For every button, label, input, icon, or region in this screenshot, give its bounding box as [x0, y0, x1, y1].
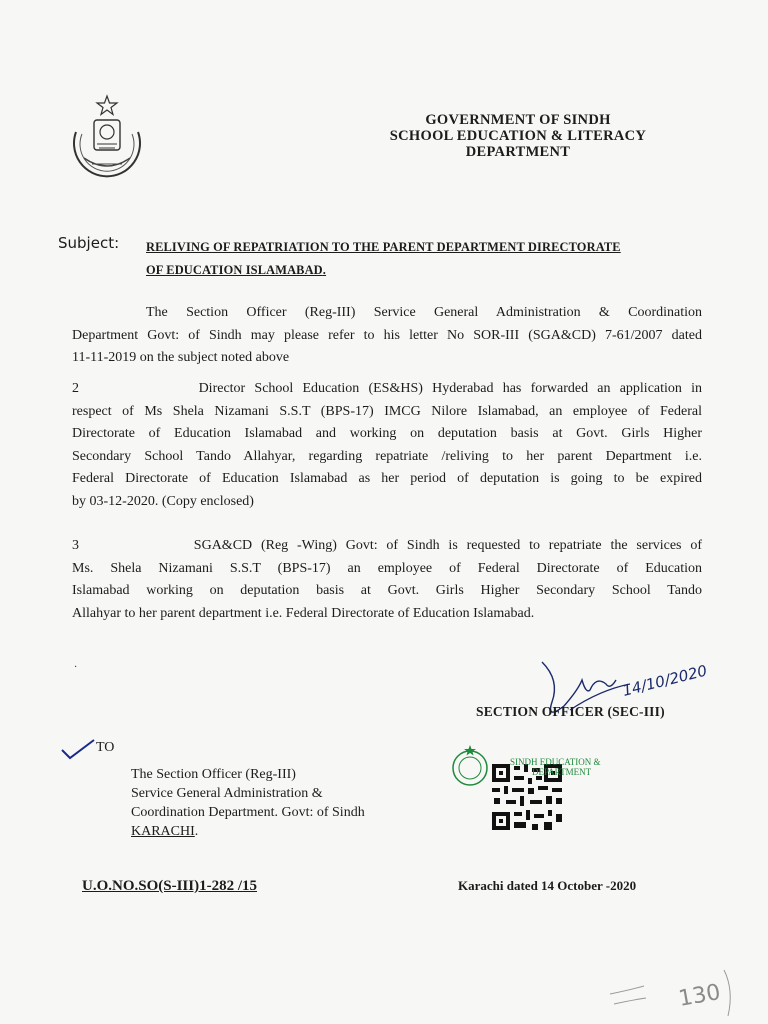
sindh-government-emblem-icon	[64, 92, 150, 182]
p1-line: 11-11-2019 on the subject noted above	[72, 350, 290, 366]
signature-date: 14/10/2020	[620, 661, 709, 700]
paragraph-1	[72, 302, 702, 370]
dated-line: Karachi dated 14 October -2020	[458, 878, 637, 893]
p1-line: Department Govt: of Sindh may please refer to his letter No SOR-III (SGA&CD) 7-61/2007 dated	[72, 327, 702, 343]
heading-line-1: GOVERNMENT OF SINDH	[425, 112, 611, 128]
p2-line: Directorate of Education Islamabad and working on deputation basis at Govt. Girls Higher	[72, 426, 702, 442]
address-city: KARACHI	[131, 824, 195, 839]
subject-line-2	[146, 259, 706, 282]
p3-line: Ms. Shela Nizamani S.S.T (BPS-17) an employee of Federal Directorate of Education	[72, 560, 702, 576]
stamp-text	[508, 757, 601, 777]
p3-line: Islamabad working on deputation basis at Govt. Girls Higher Secondary School Tando	[72, 583, 702, 599]
subject-period: .	[322, 263, 327, 277]
recipient-address	[131, 765, 365, 841]
stamp-text-line-2: DEPARTMENT	[532, 767, 592, 777]
subject-line-2-text: OF EDUCATION ISLAMABAD	[146, 263, 323, 277]
officer-designation: SECTION OFFICER (SEC-III)	[476, 704, 665, 719]
p1-line: The Section Officer (Reg-III) Service General Administration & Coordination	[146, 305, 702, 320]
stamp-text-line-1: SINDH EDUCATION &	[510, 757, 601, 767]
paragraph-2	[72, 378, 702, 514]
page-note: 130	[676, 979, 723, 1012]
address-line-1: The Section Officer (Reg-III)	[131, 767, 296, 782]
to-label: TO	[96, 740, 115, 755]
pencil-page-number	[600, 960, 750, 1020]
department-stamp-qr	[448, 742, 628, 834]
p2-line: by 03-12-2020. (Copy enclosed)	[72, 493, 254, 509]
subject-label: Subject:	[58, 234, 120, 252]
department-heading	[368, 112, 668, 160]
p3-line: 3 SGA&CD (Reg -Wing) Govt: of Sindh is requested to repatriate the services of	[72, 538, 702, 553]
p2-line: respect of Ms Shela Nizamani S.S.T (BPS-17) IMCG Nilore Islamabad, an employee of Federal	[72, 403, 702, 419]
address-line-3: Coordination Department. Govt: of Sindh	[131, 805, 365, 820]
paragraph-3	[72, 535, 702, 625]
address-line-4: KARACHI.	[131, 824, 199, 839]
heading-line-3: DEPARTMENT	[465, 144, 571, 160]
p3-line: Allahyar to her parent department i.e. Federal Directorate of Education Islamabad.	[72, 605, 535, 621]
tick-mark-icon	[60, 738, 96, 760]
p2-line: Federal Directorate of Education Islamabad as her period of deputation is going to be expired	[72, 471, 702, 487]
heading-line-2: SCHOOL EDUCATION & LITERACY	[389, 128, 647, 144]
p2-line: Secondary School Tando Allahyar, regarding repatriate /reliving to her parent Department i.e.	[72, 448, 702, 464]
subject-line-1: RELIVING OF REPATRIATION TO THE PARENT DEPARTMENT DIRECTORATE	[146, 240, 621, 254]
address-line-2: Service General Administration &	[131, 786, 323, 801]
p2-line: 2 Director School Education (ES&HS) Hyderabad has forwarded an application in	[72, 381, 702, 396]
uo-number: U.O.NO.SO(S-III)1-282 /15	[82, 878, 258, 894]
subject-text	[146, 236, 706, 282]
stray-mark: ·	[74, 662, 78, 673]
